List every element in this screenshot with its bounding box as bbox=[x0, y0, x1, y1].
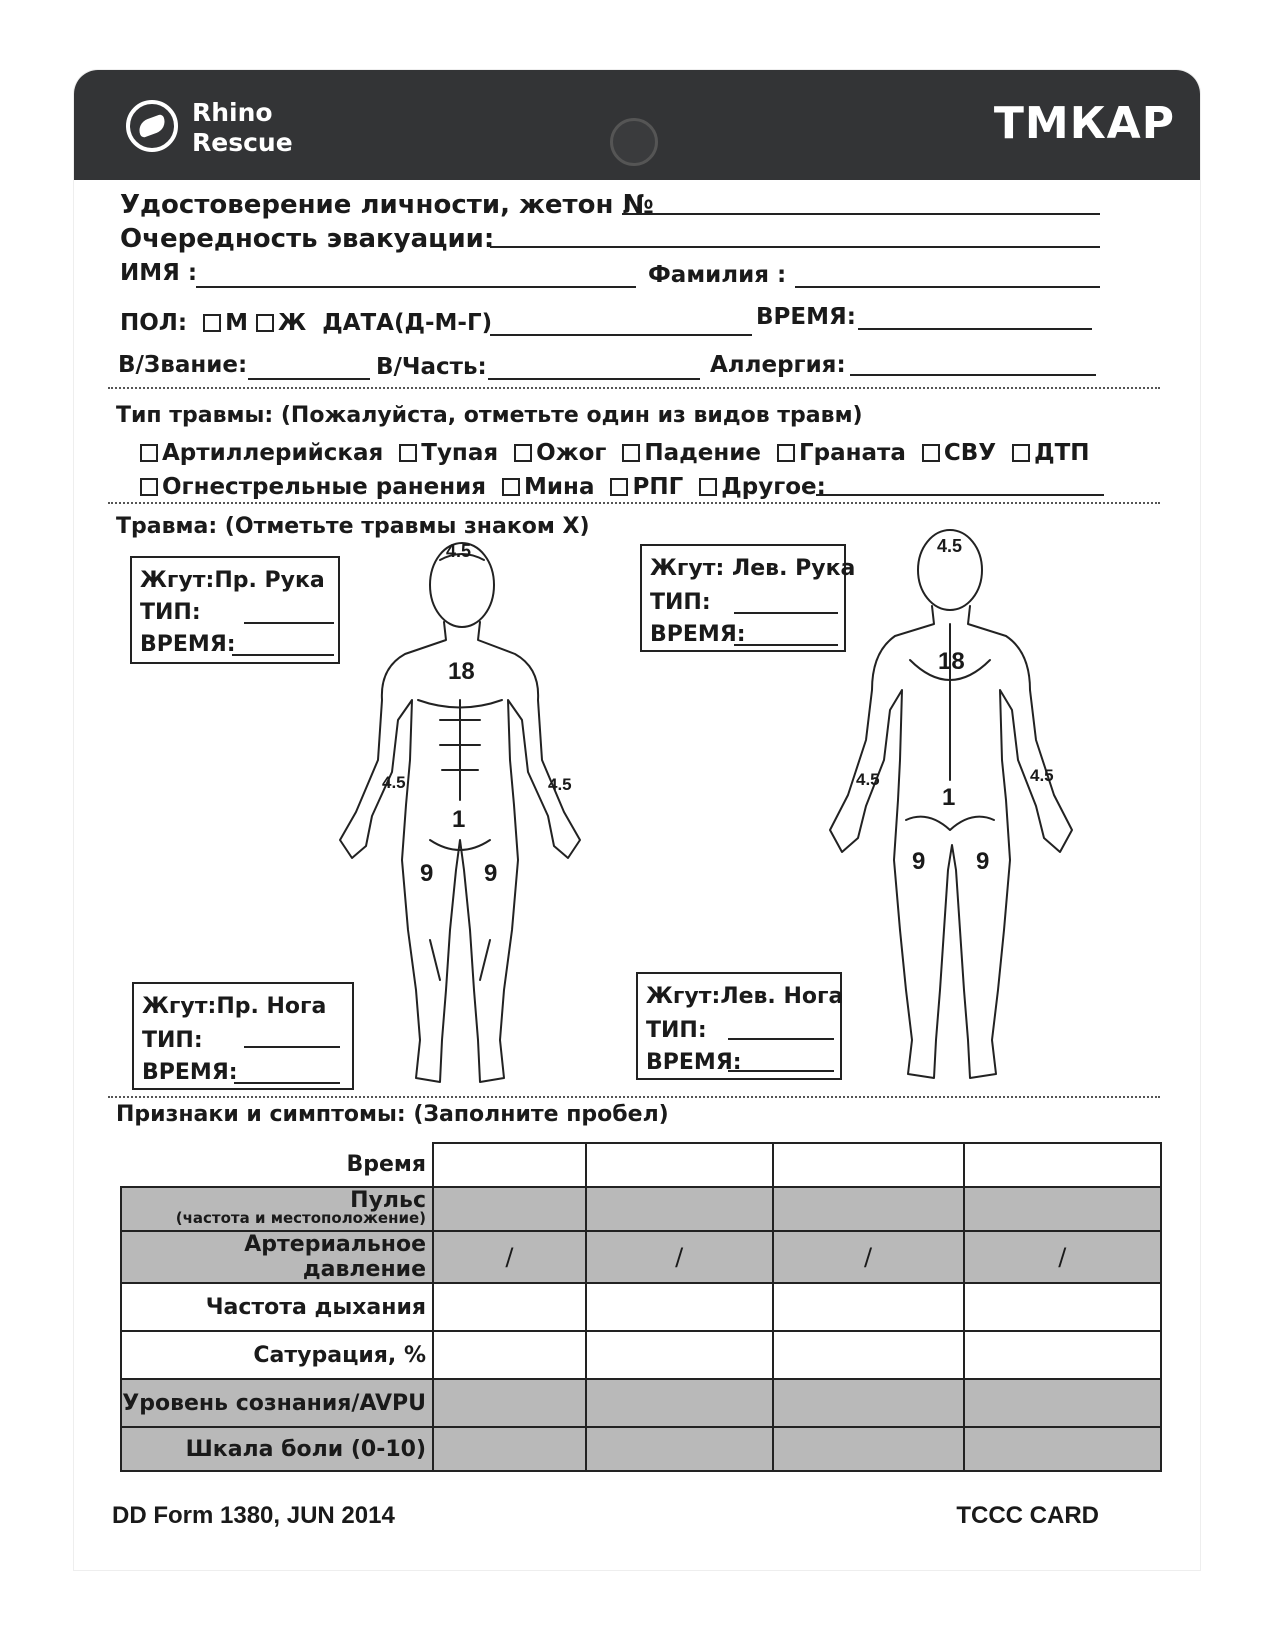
vitals-cell[interactable] bbox=[433, 1379, 586, 1427]
injury-type-heading: Тип травмы: (Пожалуйста, отметьте один из видов травм) bbox=[116, 403, 863, 428]
vitals-cell[interactable] bbox=[964, 1143, 1161, 1187]
vitals-cell[interactable] bbox=[964, 1331, 1161, 1379]
vitals-row-bp bbox=[121, 1231, 1161, 1283]
vitals-cell[interactable] bbox=[433, 1187, 586, 1231]
vitals-row-spo2 bbox=[121, 1331, 1161, 1379]
tq-left-arm-time-label: ВРЕМЯ: bbox=[650, 622, 746, 647]
bp-cell[interactable]: / bbox=[964, 1231, 1161, 1283]
vitals-cell[interactable] bbox=[433, 1143, 586, 1187]
vitals-cell[interactable] bbox=[586, 1143, 773, 1187]
front-groin-label: 1 bbox=[452, 806, 466, 833]
row-label-time: Время bbox=[121, 1143, 433, 1187]
vitals-cell[interactable] bbox=[586, 1283, 773, 1331]
tq-right-arm-time-field[interactable] bbox=[232, 654, 334, 656]
vitals-cell[interactable] bbox=[773, 1143, 964, 1187]
tq-right-arm-type-label: ТИП: bbox=[140, 600, 201, 625]
tourniquet-left-leg-box bbox=[636, 972, 842, 1080]
trauma-heading: Травма: (Отметьте травмы знаком X) bbox=[116, 514, 590, 539]
vitals-row-avpu bbox=[121, 1379, 1161, 1427]
injury-fall-label: Падение bbox=[644, 440, 761, 466]
form-number: DD Form 1380, JUN 2014 bbox=[112, 1502, 395, 1529]
tq-left-leg-time-label: ВРЕМЯ: bbox=[646, 1050, 742, 1075]
vitals-cell[interactable] bbox=[964, 1187, 1161, 1231]
injury-gsw-label: Огнестрельные ранения bbox=[162, 474, 487, 500]
tourniquet-right-arm-box bbox=[130, 556, 340, 664]
injury-mva-label: ДТП bbox=[1034, 440, 1090, 466]
vitals-row-time bbox=[121, 1143, 1161, 1187]
vitals-cell[interactable] bbox=[964, 1283, 1161, 1331]
vitals-cell[interactable] bbox=[773, 1331, 964, 1379]
sex-m-label: М bbox=[225, 310, 249, 336]
vitals-row-pain bbox=[121, 1427, 1161, 1471]
vitals-cell[interactable] bbox=[773, 1283, 964, 1331]
signs-heading: Признаки и симптомы: (Заполните пробел) bbox=[116, 1102, 669, 1127]
back-head-label: 4.5 bbox=[937, 536, 963, 556]
vitals-cell[interactable] bbox=[433, 1331, 586, 1379]
vitals-row-pulse bbox=[121, 1187, 1161, 1231]
divider bbox=[108, 1096, 1160, 1098]
brand-line2: Rescue bbox=[192, 128, 293, 157]
injury-ied-label: СВУ bbox=[943, 440, 997, 466]
vitals-cell[interactable] bbox=[586, 1379, 773, 1427]
front-head-label: 4.5 bbox=[446, 541, 472, 561]
front-chest-label: 18 bbox=[448, 658, 475, 685]
vitals-cell[interactable] bbox=[773, 1187, 964, 1231]
tourniquet-right-leg-box bbox=[132, 982, 354, 1090]
time-label: ВРЕМЯ: bbox=[756, 304, 856, 330]
sex-f-label: Ж bbox=[278, 310, 307, 336]
pulse-label: Пульс bbox=[350, 1188, 426, 1213]
injury-mine-label: Мина bbox=[524, 474, 595, 500]
name-label: ИМЯ : bbox=[120, 260, 198, 286]
tq-left-arm-title: Жгут: Лев. Рука bbox=[650, 556, 856, 581]
injury-burn-label: Ожог bbox=[536, 440, 607, 466]
surname-label: Фамилия : bbox=[648, 262, 787, 288]
row-label-pulse bbox=[121, 1187, 433, 1231]
row-label-spo2: Сатурация, % bbox=[121, 1331, 433, 1379]
tq-left-arm-time-field[interactable] bbox=[734, 644, 838, 646]
card-title: ТМКАР bbox=[993, 98, 1175, 149]
tq-right-leg-time-field[interactable] bbox=[234, 1082, 340, 1084]
tq-right-arm-type-field[interactable] bbox=[244, 622, 334, 624]
row-label-resp: Частота дыхания bbox=[121, 1283, 433, 1331]
back-leg-r-label: 9 bbox=[976, 848, 990, 875]
back-groin-label: 1 bbox=[942, 784, 956, 811]
pulse-sublabel: (частота и местоположение) bbox=[175, 1209, 426, 1227]
tq-right-leg-type-label: ТИП: bbox=[142, 1028, 203, 1053]
tq-right-leg-type-field[interactable] bbox=[244, 1046, 340, 1048]
front-arm-r-label: 4.5 bbox=[382, 773, 406, 792]
vitals-cell[interactable] bbox=[586, 1427, 773, 1471]
tq-left-leg-time-field[interactable] bbox=[728, 1070, 834, 1072]
front-arm-l-label: 4.5 bbox=[548, 775, 572, 794]
bp-cell[interactable]: / bbox=[433, 1231, 586, 1283]
tq-right-arm-time-label: ВРЕМЯ: bbox=[140, 632, 236, 657]
tq-left-leg-type-label: ТИП: bbox=[646, 1018, 707, 1043]
back-leg-l-label: 9 bbox=[912, 848, 926, 875]
tq-right-leg-time-label: ВРЕМЯ: bbox=[142, 1060, 238, 1085]
tq-left-arm-type-label: ТИП: bbox=[650, 590, 711, 615]
front-leg-l-label: 9 bbox=[484, 860, 498, 887]
vitals-cell[interactable] bbox=[433, 1283, 586, 1331]
tq-left-arm-type-field[interactable] bbox=[734, 612, 838, 614]
vitals-cell[interactable] bbox=[433, 1427, 586, 1471]
unit-label: В/Часть: bbox=[376, 354, 487, 380]
tq-left-leg-type-field[interactable] bbox=[728, 1038, 834, 1040]
vitals-cell[interactable] bbox=[586, 1331, 773, 1379]
allergy-label: Аллергия: bbox=[710, 352, 846, 378]
card-type: TCCC CARD bbox=[956, 1502, 1099, 1529]
tq-right-leg-title: Жгут:Пр. Нога bbox=[142, 994, 327, 1019]
front-leg-r-label: 9 bbox=[420, 860, 434, 887]
bp-cell[interactable]: / bbox=[586, 1231, 773, 1283]
vitals-row-resp bbox=[121, 1283, 1161, 1331]
id-label: Удостоверение личности, жетон № bbox=[120, 190, 654, 220]
tq-left-leg-title: Жгут:Лев. Нога bbox=[646, 984, 844, 1009]
row-label-avpu: Уровень сознания/AVPU bbox=[121, 1379, 433, 1427]
injury-rpg-label: РПГ bbox=[632, 474, 684, 500]
sex-label: ПОЛ: bbox=[120, 310, 188, 336]
evac-label: Очередность эвакуации: bbox=[120, 224, 495, 254]
row-label-pain: Шкала боли (0-10) bbox=[121, 1427, 433, 1471]
tourniquet-left-arm-box bbox=[640, 544, 856, 652]
vitals-cell[interactable] bbox=[773, 1379, 964, 1427]
vitals-cell[interactable] bbox=[773, 1427, 964, 1471]
back-chest-label: 18 bbox=[938, 648, 965, 675]
back-arm-l-label: 4.5 bbox=[856, 770, 880, 789]
row-label-bp: Артериальное давление bbox=[121, 1231, 433, 1283]
brand-line1: Rhino bbox=[192, 98, 273, 127]
rank-label: В/Звание: bbox=[118, 352, 248, 378]
tq-right-arm-title: Жгут:Пр. Рука bbox=[140, 568, 325, 593]
vitals-cell[interactable] bbox=[964, 1379, 1161, 1427]
vitals-table bbox=[120, 1142, 1162, 1472]
injury-grenade-label: Граната bbox=[799, 440, 906, 466]
bp-cell[interactable]: / bbox=[773, 1231, 964, 1283]
injury-other-label: Другое: bbox=[721, 474, 826, 500]
vitals-cell[interactable] bbox=[964, 1427, 1161, 1471]
injury-blunt-label: Тупая bbox=[421, 440, 499, 466]
vitals-cell[interactable] bbox=[586, 1187, 773, 1231]
date-label: ДАТА(Д-М-Г) bbox=[322, 310, 493, 336]
back-arm-r-label: 4.5 bbox=[1030, 766, 1054, 785]
injury-artillery-label: Артиллерийская bbox=[162, 440, 384, 466]
